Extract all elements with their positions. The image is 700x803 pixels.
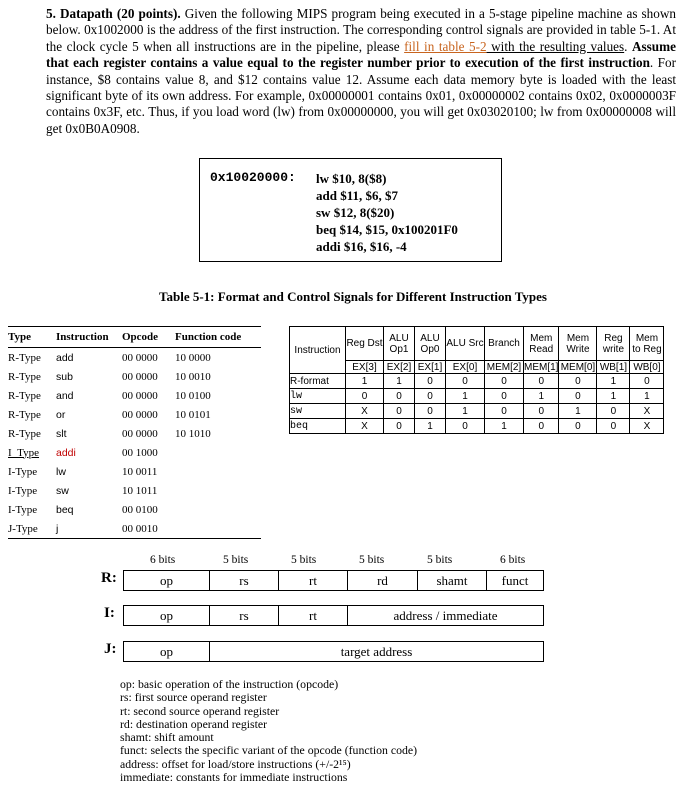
- cell-funct: [175, 462, 261, 481]
- signal-cell: 1: [446, 404, 485, 419]
- cell-instruction: add: [56, 351, 74, 364]
- header-alu-op0: ALU Op0: [415, 327, 446, 361]
- cell-opcode: 00 0000: [122, 351, 158, 364]
- cell-funct: 10 0000: [175, 351, 211, 364]
- table-row: [8, 462, 261, 481]
- cell-funct: 10 0101: [175, 408, 211, 421]
- field-shamt: shamt: [418, 571, 487, 590]
- signal-cell: 0: [384, 404, 415, 419]
- cell-funct: [175, 481, 261, 500]
- cell-opcode: 00 0000: [122, 408, 158, 421]
- signal-cell: X: [346, 419, 384, 434]
- table-row: [290, 389, 664, 404]
- bits-label: 6 bits: [150, 554, 176, 566]
- subheader-cell: WB[1]: [597, 361, 630, 374]
- header-alu-src: ALU Src: [446, 327, 485, 361]
- header-type: Type: [8, 327, 56, 348]
- signal-cell: 0: [384, 389, 415, 404]
- cell-opcode: 00 0010: [122, 519, 175, 539]
- field-rd: rd: [348, 571, 418, 590]
- r-format-label: R:: [101, 570, 117, 586]
- table-row: [290, 419, 664, 434]
- legend-item: address: offset for load/store instructions (+/-2¹⁵): [120, 756, 351, 771]
- cell-opcode: 00 1000: [122, 446, 158, 459]
- signal-cell: 0: [415, 374, 446, 389]
- header-instruction: Instruction: [290, 327, 346, 374]
- cell-instruction: slt: [56, 427, 67, 440]
- table-row: [290, 404, 664, 419]
- signal-cell: 0: [630, 374, 664, 389]
- table-row: [8, 405, 261, 424]
- signal-cell: 1: [597, 389, 630, 404]
- table-row: [8, 386, 261, 405]
- problem-text-4: . For instance, $8 contains value 8, and $12 contains value 12. Assume each data memory byte is loaded with the least significant byte of its own address. For example, 0x00000001 contains 0x01, 0x00000002 contains 0x02, 0x0000003F contains 0x3F, etc. Thus, if you load word (lw) from 0x00000000, you will get 0x03020100; lw from 0x00000008 will get 0x0B0A0908.: [46, 55, 676, 136]
- signal-cell: 0: [597, 404, 630, 419]
- field-rs: rs: [210, 571, 279, 590]
- table-row: [290, 374, 664, 389]
- signal-cell: 0: [559, 419, 597, 434]
- table-row: [8, 481, 261, 500]
- signal-cell: 1: [559, 404, 597, 419]
- signal-cell: 0: [485, 374, 524, 389]
- cell-type: I-Type: [8, 503, 38, 516]
- bits-label: 5 bits: [427, 554, 453, 566]
- signal-cell: 1: [346, 374, 384, 389]
- legend-item: rd: destination operand register: [120, 716, 268, 731]
- r-format-box: [123, 570, 544, 591]
- signal-cell: 0: [415, 404, 446, 419]
- cell-opcode: 00 0000: [122, 427, 158, 440]
- cell-type: R-Type: [8, 389, 41, 402]
- cell-opcode: 10 1011: [122, 484, 158, 497]
- legend-item: funct: selects the specific variant of the opcode (function code): [120, 743, 418, 758]
- control-header-row: [290, 327, 664, 361]
- problem-text-2: with the resulting values: [486, 38, 625, 54]
- fill-table-link[interactable]: fill in table 5-2: [404, 38, 487, 54]
- code-line: beq $14, $15, 0x100201F0: [316, 222, 458, 237]
- signal-cell: 0: [485, 389, 524, 404]
- signal-cell: 0: [524, 404, 559, 419]
- signal-cell: 0: [524, 419, 559, 434]
- cell-opcode: 00 0000: [122, 370, 158, 383]
- table-row: [8, 367, 261, 386]
- problem-heading: 5. Datapath (20 points).: [46, 6, 181, 21]
- table-title: Table 5-1: Format and Control Signals for Different Instruction Types: [159, 289, 547, 304]
- signal-cell: 1: [384, 374, 415, 389]
- cell-funct: 10 0010: [175, 370, 211, 383]
- field-op: op: [124, 571, 210, 590]
- header-alu-op1: ALU Op1: [384, 327, 415, 361]
- opcode-header-row: [8, 327, 261, 348]
- j-format-box: [123, 641, 544, 662]
- row-label: lw: [290, 389, 346, 404]
- row-label: beq: [290, 419, 346, 434]
- code-address: 0x10020000:: [210, 170, 296, 185]
- header-reg-dst: Reg Dst: [346, 327, 384, 361]
- signal-cell: 1: [485, 419, 524, 434]
- signal-cell: 0: [597, 419, 630, 434]
- row-label: sw: [290, 404, 346, 419]
- field-funct: funct: [501, 573, 529, 588]
- signal-cell: 0: [446, 419, 485, 434]
- table-row: [8, 519, 261, 539]
- code-box: [199, 158, 502, 262]
- field-target-address: target address: [340, 644, 413, 659]
- cell-funct: [175, 443, 261, 462]
- signal-cell: 1: [524, 389, 559, 404]
- signal-cell: X: [630, 419, 664, 434]
- signal-cell: 0: [485, 404, 524, 419]
- field-address-immediate: address / immediate: [393, 608, 498, 623]
- cell-type: R-Type: [8, 427, 41, 440]
- code-line: sw $12, 8($20): [316, 205, 395, 220]
- problem-assumption: Assume that each register contains a value equal to the register number prior to execution of the first instruction: [46, 38, 676, 71]
- table-row: [8, 424, 261, 443]
- field-legend: [120, 678, 417, 784]
- bits-label: 5 bits: [223, 554, 249, 566]
- signal-cell: X: [630, 404, 664, 419]
- field-op: op: [124, 606, 210, 625]
- legend-item: immediate: constants for immediate instructions: [120, 770, 348, 785]
- cell-instruction: lw: [56, 465, 66, 478]
- header-mem-read: Mem Read: [524, 327, 559, 361]
- table-row: [8, 443, 261, 462]
- cell-instruction: or: [56, 408, 66, 421]
- signal-cell: 0: [559, 374, 597, 389]
- signal-cell: 0: [415, 389, 446, 404]
- subheader-cell: EX[1]: [415, 361, 446, 374]
- subheader-cell: EX[3]: [346, 361, 384, 374]
- signal-cell: 0: [384, 419, 415, 434]
- cell-type: I-Type: [8, 465, 38, 478]
- cell-funct: 10 0100: [175, 389, 211, 402]
- problem-text-1: Given the following MIPS program being executed in a 5-stage pipeline machine as shown below. 0x1002000 is the address of the first instruction. The corresponding control signals are provided in table 5-1. At the clock cycle 5 when all instructions are in the pipeline, please: [46, 6, 676, 54]
- code-line: lw $10, 8($8): [316, 171, 387, 186]
- subheader-cell: MEM[0]: [560, 361, 596, 373]
- i-format-box: [123, 605, 544, 626]
- subheader-cell: EX[0]: [446, 361, 485, 374]
- cell-funct: [175, 500, 261, 519]
- cell-opcode: 10 0011: [122, 465, 158, 478]
- signal-cell: 0: [446, 374, 485, 389]
- signal-cell: 1: [597, 374, 630, 389]
- subheader-cell: MEM[1]: [524, 361, 559, 373]
- cell-instruction-highlight: addi: [56, 446, 76, 459]
- field-op: op: [124, 642, 210, 661]
- cell-instruction: beq: [56, 503, 74, 516]
- header-function-code: Function code: [175, 327, 261, 348]
- header-branch: Branch: [485, 327, 524, 361]
- legend-item: rs: first source operand register: [120, 690, 267, 705]
- field-rs: rs: [210, 606, 279, 625]
- cell-type: R-Type: [8, 408, 41, 421]
- signal-cell: 0: [559, 389, 597, 404]
- cell-instruction: sub: [56, 370, 73, 383]
- table-row: [8, 500, 261, 519]
- subheader-cell: EX[2]: [384, 361, 415, 374]
- i-format-label: I:: [104, 605, 115, 621]
- signal-cell: 1: [630, 389, 664, 404]
- signal-cell: X: [346, 404, 384, 419]
- cell-opcode: 00 0100: [122, 503, 158, 516]
- cell-funct: 10 1010: [175, 427, 211, 440]
- signal-cell: 0: [346, 389, 384, 404]
- problem-statement: [46, 6, 676, 137]
- cell-instruction: j: [56, 519, 122, 539]
- problem-text-3: .: [624, 38, 633, 54]
- cell-opcode: 00 0000: [122, 389, 158, 402]
- cell-type: R-Type: [8, 351, 41, 364]
- subheader-cell: MEM[2]: [485, 361, 524, 374]
- field-rt: rt: [279, 606, 348, 625]
- cell-instruction: and: [56, 389, 74, 402]
- table-row: [8, 348, 261, 368]
- control-signal-table: [289, 326, 664, 434]
- opcode-table: [8, 326, 261, 539]
- code-line: add $11, $6, $7: [316, 188, 398, 203]
- header-reg-write: Reg write: [597, 327, 630, 361]
- field-rt: rt: [279, 571, 348, 590]
- cell-type: I_Type: [8, 446, 39, 459]
- j-format-label: J:: [104, 641, 117, 657]
- signal-cell: 0: [524, 374, 559, 389]
- header-mem-to-reg: Mem to Reg: [630, 327, 664, 361]
- control-subheader-row: [290, 361, 664, 374]
- signal-cell: 1: [446, 389, 485, 404]
- cell-type: J-Type: [8, 519, 56, 539]
- bits-label: 6 bits: [500, 554, 526, 566]
- legend-item: op: basic operation of the instruction (opcode): [120, 677, 339, 691]
- cell-type: I-Type: [8, 484, 38, 497]
- legend-item: rt: second source operand register: [120, 703, 280, 718]
- subheader-cell: WB[0]: [630, 361, 664, 374]
- header-opcode: Opcode: [122, 327, 175, 348]
- code-line: addi $16, $16, -4: [316, 239, 407, 254]
- bits-label: 5 bits: [291, 554, 317, 566]
- bits-label: 5 bits: [359, 554, 385, 566]
- cell-instruction: sw: [56, 484, 69, 497]
- cell-type: R-Type: [8, 370, 41, 383]
- header-instruction: Instruction: [56, 327, 122, 348]
- header-mem-write: Mem Write: [559, 327, 597, 361]
- row-label: R-format: [290, 374, 346, 389]
- legend-item: shamt: shift amount: [120, 730, 214, 745]
- signal-cell: 1: [415, 419, 446, 434]
- cell-funct: [175, 519, 261, 539]
